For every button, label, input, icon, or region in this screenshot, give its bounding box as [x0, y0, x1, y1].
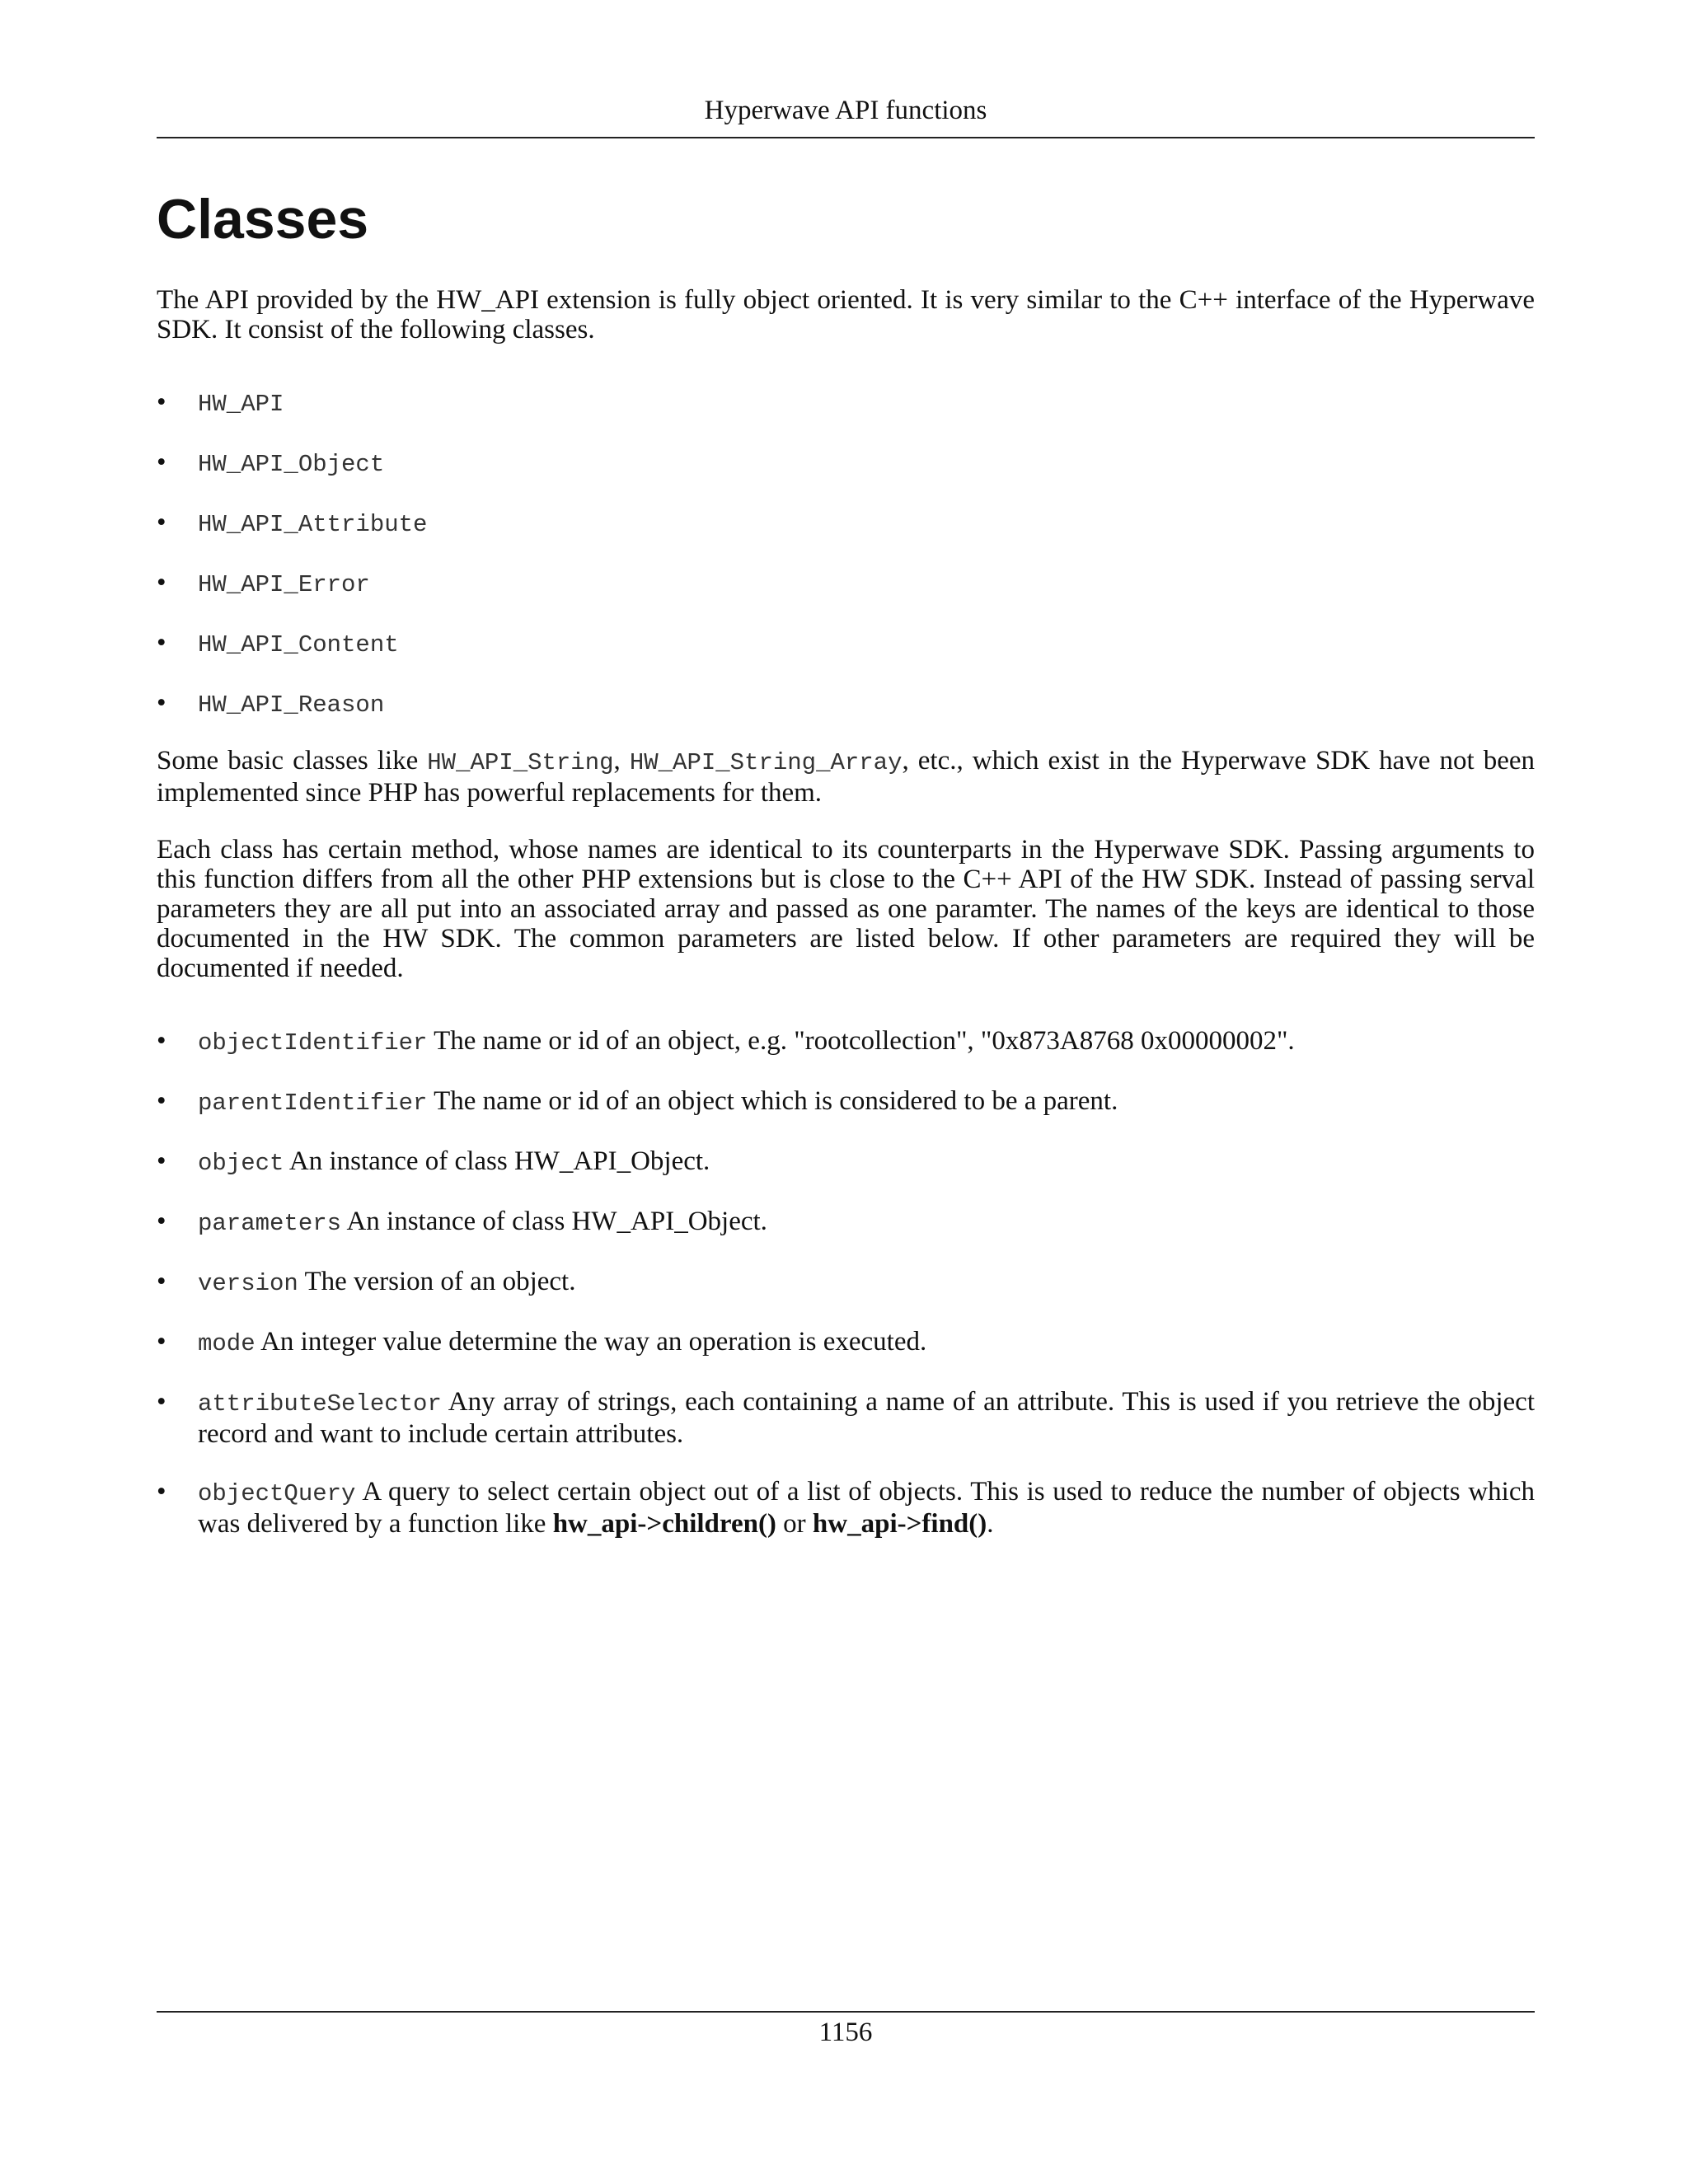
parameter-description: An instance of class HW_API_Object.	[288, 1146, 710, 1176]
list-item	[157, 688, 1535, 720]
text-segment: Some basic classes like	[157, 746, 428, 776]
text-segment: .	[987, 1509, 994, 1539]
class-name: HW_API_String	[427, 749, 614, 776]
list-item	[157, 1267, 1535, 1299]
class-name: HW_API_Reason	[198, 691, 385, 719]
parameter-description: An integer value determine the way an operation is executed.	[260, 1327, 927, 1357]
bullet-icon: •	[157, 688, 166, 718]
page-number: 1156	[818, 2018, 873, 2047]
bullet-icon: •	[157, 387, 166, 417]
list-item	[157, 1207, 1535, 1239]
parameter-description: The name or id of an object, e.g. "rootcollection", "0x873A8768 0x00000002".	[434, 1026, 1295, 1056]
list-item	[157, 387, 1535, 419]
list-item	[157, 1477, 1535, 1539]
parameter-name: attributeSelector	[198, 1390, 442, 1418]
content-body	[157, 285, 1535, 1567]
parameter-description: Any array of strings, each containing a name of an attribute. This is used if you retrieve the object record and want to include certain attributes.	[198, 1387, 1535, 1449]
list-item	[157, 508, 1535, 540]
function-reference: hw_api->children()	[552, 1509, 776, 1539]
list-item	[157, 1146, 1535, 1179]
parameter-description: The name or id of an object which is considered to be a parent.	[434, 1086, 1118, 1116]
class-name: HW_API_Error	[198, 571, 370, 598]
header-rule	[157, 137, 1535, 138]
list-item	[157, 1327, 1535, 1359]
parameter-name: mode	[198, 1330, 256, 1357]
function-reference: hw_api->find()	[812, 1509, 987, 1539]
basic-classes-paragraph	[157, 746, 1535, 808]
bullet-icon: •	[157, 1026, 166, 1056]
bullet-icon: •	[157, 1267, 166, 1296]
bullet-icon: •	[157, 1477, 166, 1507]
bullet-icon: •	[157, 508, 166, 537]
parameter-name: objectQuery	[198, 1480, 356, 1507]
parameter-description: An instance of class HW_API_Object.	[346, 1207, 767, 1236]
bullet-icon: •	[157, 1146, 166, 1176]
bullet-icon: •	[157, 1207, 166, 1236]
parameter-name: objectIdentifier	[198, 1029, 428, 1057]
text-segment: , etc., which exist in the Hyperwave SDK have not been implemented since PHP has powerful replacements for them.	[157, 746, 1535, 808]
list-item	[157, 1026, 1535, 1058]
text-segment: A query to select certain object out of a list of objects. This is used to reduce the number of objects which was delivered by a function like	[198, 1477, 1535, 1539]
class-name: HW_API_Content	[198, 631, 399, 658]
parameter-name: version	[198, 1270, 298, 1297]
bullet-icon: •	[157, 1327, 166, 1357]
bullet-icon: •	[157, 1086, 166, 1116]
list-item	[157, 1387, 1535, 1449]
running-header: Hyperwave API functions	[704, 96, 987, 125]
list-item	[157, 448, 1535, 480]
class-name: HW_API_Attribute	[198, 511, 428, 538]
text-segment: ,	[613, 746, 630, 776]
class-list	[157, 387, 1535, 720]
bullet-icon: •	[157, 448, 166, 477]
text-segment: or	[776, 1509, 813, 1539]
intro-paragraph: The API provided by the HW_API extension is fully object oriented. It is very similar to the C++ interface of the Hyperwave SDK. It consist of the following classes.	[157, 285, 1535, 344]
class-name: HW_API_Object	[198, 451, 385, 478]
list-item	[157, 628, 1535, 660]
method-paragraph: Each class has certain method, whose names are identical to its counterparts in the Hyperwave SDK. Passing arguments to this function differs from all the other PHP extensions but is close to the C++ API of the HW SDK. Instead of passing serval parameters they are all put into an associated array and passed as one paramter. The names of the keys are identical to those documented in the HW SDK. The common parameters are listed below. If other parameters are required they will be documented if needed.	[157, 835, 1535, 983]
class-name: HW_API_String_Array	[629, 749, 903, 776]
list-item	[157, 1086, 1535, 1118]
bullet-icon: •	[157, 628, 166, 658]
parameter-name: parameters	[198, 1210, 342, 1237]
document-page	[157, 0, 1535, 2184]
parameter-name: object	[198, 1150, 284, 1177]
parameter-description: The version of an object.	[304, 1267, 576, 1296]
bullet-icon: •	[157, 568, 166, 598]
list-item	[157, 568, 1535, 600]
parameter-list	[157, 1026, 1535, 1539]
footer-rule	[157, 2011, 1535, 2013]
parameter-name: parentIdentifier	[198, 1090, 428, 1117]
section-title: Classes	[157, 188, 369, 251]
bullet-icon: •	[157, 1387, 166, 1417]
class-name: HW_API	[198, 391, 284, 418]
